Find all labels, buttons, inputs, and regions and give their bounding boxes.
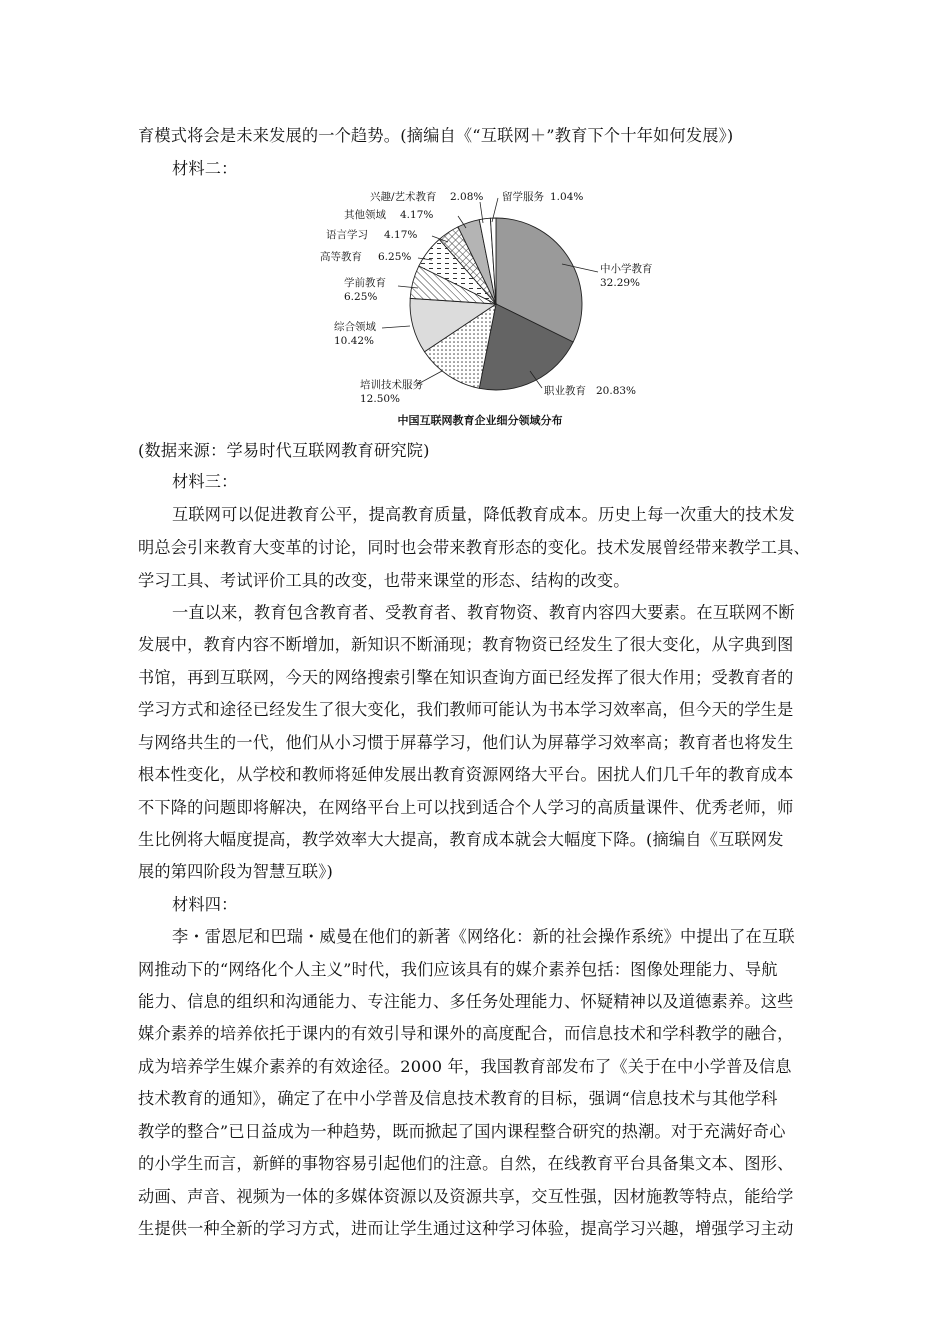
label-name-study-abroad: 留学服务 [502,191,544,203]
label-value-primary: 32.29% [600,277,641,289]
label-name-primary: 中小学教育 [600,263,653,275]
label-value-vocational: 20.83% [596,385,637,397]
paragraph-line: 展的第四阶段为智慧互联》) [138,862,334,881]
paragraph-line: 技术教育的通知》，确定了在中小学普及信息技术教育的目标，强调“信息技术与其他学科 [138,1089,778,1108]
paragraph-line: 媒介素养的培养依托于课内的有效引导和课外的高度配合，而信息技术和学科教学的融合， [138,1024,794,1043]
paragraph-line: 不下降的问题即将解决，在网络平台上可以找到适合个人学习的高质量课件、优秀老师，师 [138,798,794,817]
label-name-arts: 兴趣/艺术教育 [370,191,437,203]
paragraph-line: 与网络共生的一代，他们从小习惯于屏幕学习，他们认为屏幕学习效率高；教育者也将发生 [138,733,794,752]
label-value-other: 4.17% [400,209,434,221]
label-name-comprehensive: 综合领域 [334,321,376,333]
label-value-higher: 6.25% [378,251,412,263]
paragraph-line: 生比例将大幅度提高，教学效率大大提高，教育成本就会大幅度下降。(摘编自《互联网发 [138,830,784,849]
material-two-heading: 材料二： [172,159,238,178]
label-name-vocational: 职业教育 [544,385,586,397]
label-name-other: 其他领域 [344,209,386,221]
paragraph-line: 发展中，教育内容不断增加，新知识不断涌现；教育物资已经发生了很大变化，从字典到图 [138,635,794,654]
label-name-preschool: 学前教育 [344,277,386,289]
material-four-heading: 材料四： [172,895,238,914]
paragraph-line: 书馆，再到互联网，今天的网络搜索引擎在知识查询方面已经发挥了很大作用；受教育者的 [138,668,794,687]
pie-chart [300,176,660,432]
label-name-language: 语言学习 [326,229,368,241]
data-source-line: (数据来源：学易时代互联网教育研究院) [138,441,430,460]
label-value-study-abroad: 1.04% [550,191,584,203]
paragraph-line: 能力、信息的组织和沟通能力、专注能力、多任务处理能力、怀疑精神以及道德素养。这些 [138,992,794,1011]
label-name-higher: 高等教育 [320,251,362,263]
material-three-heading: 材料三： [172,472,238,491]
paragraph-line: 的小学生而言，新鲜的事物容易引起他们的注意。自然，在线教育平台具备集文本、图形、 [138,1154,794,1173]
paragraph-line: 网推动下的“网络化个人主义”时代，我们应该具有的媒介素养包括：图像处理能力、导航 [138,960,778,979]
label-value-comprehensive: 10.42% [334,335,375,347]
label-value-arts: 2.08% [450,191,484,203]
paragraph-line: 教学的整合”已日益成为一种趋势，既而掀起了国内课程整合研究的热潮。对于充满好奇心 [138,1122,786,1141]
paragraph-line: 生提供一种全新的学习方式，进而让学生通过这种学习体验，提高学习兴趣，增强学习主动 [138,1219,794,1238]
chart-title: 中国互联网教育企业细分领域分布 [397,414,563,427]
paragraph-line: 动画、声音、视频为一体的多媒体资源以及资源共享，交互性强，因材施教等特点，能给学 [138,1187,794,1206]
label-name-training: 培训技术服务 [360,379,423,391]
paragraph-line: 根本性变化，从学校和教师将延伸发展出教育资源网络大平台。困扰人们几千年的教育成本 [138,765,794,784]
paragraph-line: 李・雷恩尼和巴瑞・威曼在他们的新著《网络化：新的社会操作系统》中提出了在互联 [172,927,795,946]
label-value-preschool: 6.25% [344,291,378,303]
paragraph-line: 学习工具、考试评价工具的改变，也带来课堂的形态、结构的改变。 [138,571,630,590]
paragraph-line: 学习方式和途径已经发生了很大变化，我们教师可能认为书本学习效率高，但今天的学生是 [138,700,794,719]
pie-slices [410,218,582,390]
label-value-training: 12.50% [360,393,401,405]
label-value-language: 4.17% [384,229,418,241]
paragraph-line: 互联网可以促进教育公平，提高教育质量，降低教育成本。历史上每一次重大的技术发 [172,505,795,524]
paragraph-line: 成为培养学生媒介素养的有效途径。2000 年，我国教育部发布了《关于在中小学普及信息 [138,1057,792,1076]
paragraph-line: 明总会引来教育大变革的讨论，同时也会带来教育形态的变化。技术发展曾经带来教学工具、 [138,538,810,557]
paragraph-line: 育模式将会是未来发展的一个趋势。(摘编自《“互联网＋”教育下个十年如何发展》) [138,126,734,145]
paragraph-line: 一直以来，教育包含教育者、受教育者、教育物资、教育内容四大要素。在互联网不断 [172,603,795,622]
